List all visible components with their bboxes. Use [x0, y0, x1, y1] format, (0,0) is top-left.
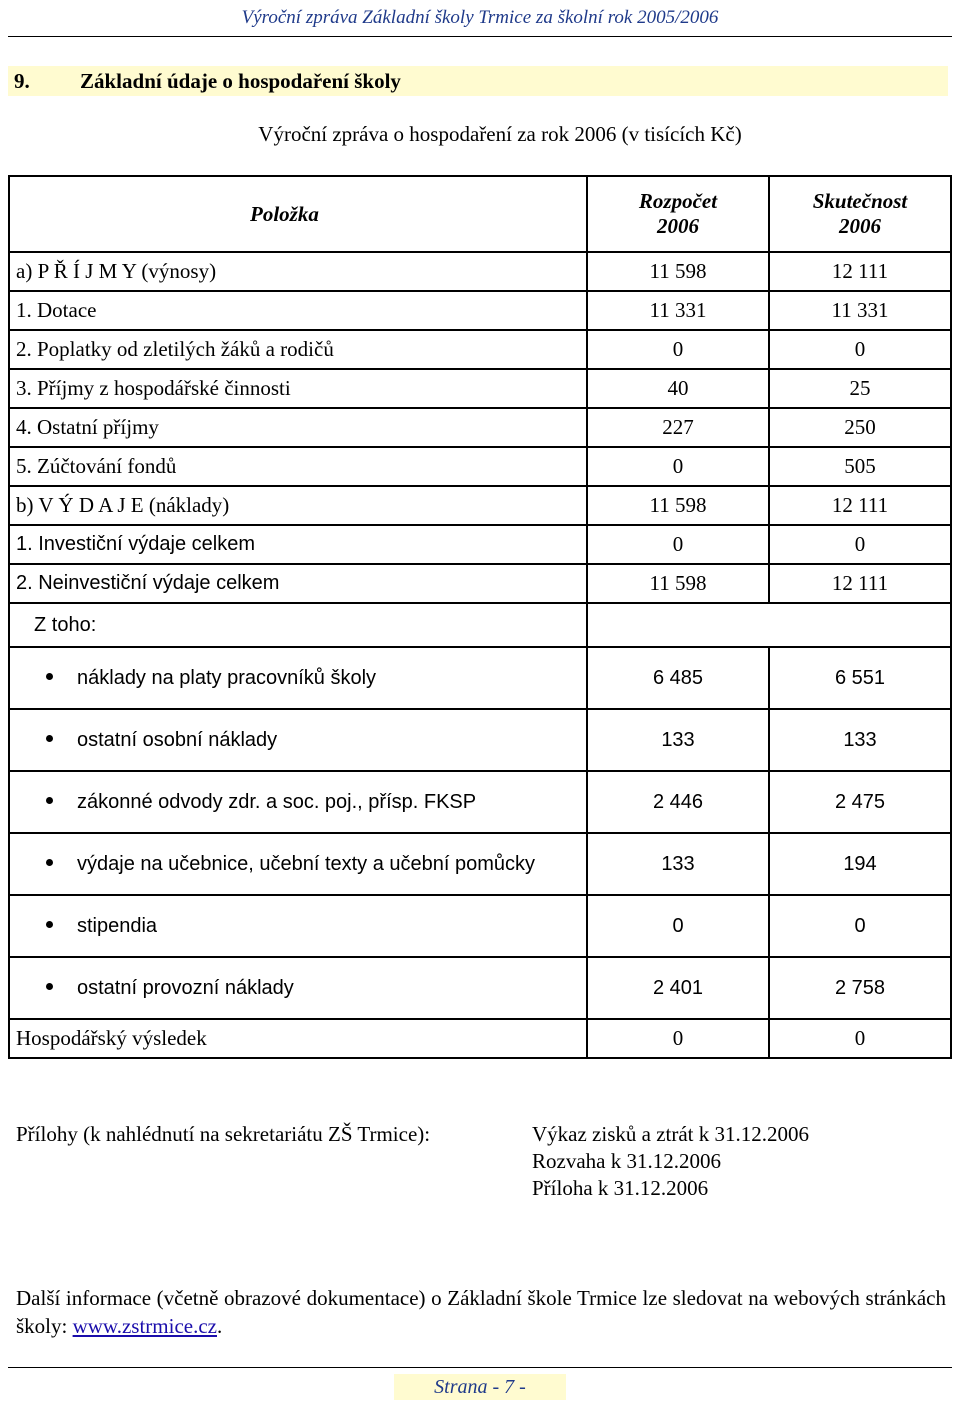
header-actual-line2: 2006: [839, 214, 881, 238]
result-actual: 0: [769, 1019, 951, 1058]
bullet-row-label-cell: [9, 709, 587, 771]
info-paragraph: [16, 1284, 946, 1340]
attachments-list: [532, 1121, 809, 1202]
header-divider: [8, 36, 952, 37]
website-link[interactable]: www.zstrmice.cz: [72, 1314, 217, 1338]
bullet-icon: [46, 921, 53, 928]
running-header: Výroční zpráva Základní školy Trmice za školní rok 2005/2006: [241, 7, 719, 28]
bullet-icon: [46, 673, 53, 680]
bullet-icon: [46, 797, 53, 804]
row-label: 2. Neinvestiční výdaje celkem: [9, 564, 587, 603]
bullet-label: výdaje na učebnice, učební texty a učební pomůcky: [77, 852, 536, 875]
row-budget: 11 598: [587, 486, 769, 525]
row-actual: 0: [769, 525, 951, 564]
row-budget: 6 485: [587, 647, 769, 709]
report-subtitle: Výroční zpráva o hospodaření za rok 2006 (v tisících Kč): [258, 122, 742, 146]
table-row: [9, 957, 951, 1019]
row-label: 4. Ostatní příjmy: [9, 408, 587, 447]
row-budget: 11 331: [587, 291, 769, 330]
info-text: Další informace (včetně obrazové dokumentace) o Základní škole Trmice lze sledovat na webových stránkách školy:: [16, 1286, 946, 1338]
header-item: Položka: [9, 176, 587, 252]
row-actual: 12 111: [769, 564, 951, 603]
table-row: [9, 647, 951, 709]
table-row: [9, 252, 951, 291]
row-budget: 133: [587, 709, 769, 771]
row-label: a) P Ř Í J M Y (výnosy): [9, 252, 587, 291]
row-actual: 250: [769, 408, 951, 447]
row-budget: 0: [587, 330, 769, 369]
row-budget: 0: [587, 895, 769, 957]
row-actual: 505: [769, 447, 951, 486]
row-actual: 2 758: [769, 957, 951, 1019]
header-budget-line2: 2006: [657, 214, 699, 238]
bullet-row-label-cell: [9, 771, 587, 833]
bullet-label: stipendia: [77, 914, 158, 937]
bullet-icon: [46, 859, 53, 866]
table-row: [9, 833, 951, 895]
bullet-label: ostatní osobní náklady: [77, 728, 278, 751]
table-row: [9, 525, 951, 564]
table-row: [9, 564, 951, 603]
page-footer: [0, 1376, 960, 1408]
z-toho-empty: [587, 603, 951, 647]
row-actual: 12 111: [769, 252, 951, 291]
row-label: 1. Dotace: [9, 291, 587, 330]
row-budget: 133: [587, 833, 769, 895]
bullet-label: ostatní provozní náklady: [77, 976, 294, 999]
attachment-item: Rozvaha k 31.12.2006: [532, 1149, 721, 1173]
footer-divider: [8, 1367, 952, 1368]
bullet-icon: [46, 983, 53, 990]
table-header-row: [9, 176, 951, 252]
table-row: [9, 291, 951, 330]
result-row: [9, 1019, 951, 1058]
table-row: [9, 447, 951, 486]
header-budget-line1: Rozpočet: [638, 189, 718, 213]
info-end: .: [217, 1314, 223, 1338]
row-budget: 2 401: [587, 957, 769, 1019]
row-budget: 11 598: [587, 252, 769, 291]
row-budget: 0: [587, 447, 769, 486]
finance-table: [8, 175, 952, 1059]
table-row: [9, 709, 951, 771]
row-actual: 2 475: [769, 771, 951, 833]
row-actual: 25: [769, 369, 951, 408]
bullet-icon: [46, 735, 53, 742]
table-row: [9, 330, 951, 369]
bullet-row-label-cell: [9, 647, 587, 709]
row-budget: 0: [587, 525, 769, 564]
row-budget: 227: [587, 408, 769, 447]
row-label: 5. Zúčtování fondů: [9, 447, 587, 486]
row-actual: 194: [769, 833, 951, 895]
bullet-row-label-cell: [9, 895, 587, 957]
row-label: 1. Investiční výdaje celkem: [9, 525, 587, 564]
table-row: [9, 895, 951, 957]
row-actual: 6 551: [769, 647, 951, 709]
attachment-item: Příloha k 31.12.2006: [532, 1176, 709, 1200]
row-label: 2. Poplatky od zletilých žáků a rodičů: [9, 330, 587, 369]
section-title: Základní údaje o hospodaření školy: [80, 69, 401, 93]
header-budget: [587, 176, 769, 252]
attachments-label: Přílohy (k nahlédnutí na sekretariátu ZŠ Trmice):: [16, 1122, 431, 1146]
z-toho-label: Z toho:: [9, 603, 587, 647]
bullet-label: zákonné odvody zdr. a soc. poj., přísp. FKSP: [77, 790, 477, 813]
section-number: 9.: [14, 69, 30, 93]
row-actual: 0: [769, 330, 951, 369]
header-actual: [769, 176, 951, 252]
table-row: [9, 408, 951, 447]
row-budget: 11 598: [587, 564, 769, 603]
row-budget: 40: [587, 369, 769, 408]
attachment-item: Výkaz zisků a ztrát k 31.12.2006: [532, 1122, 810, 1146]
section-heading: [8, 66, 948, 96]
row-label: 3. Příjmy z hospodářské činnosti: [9, 369, 587, 408]
table-row: [9, 603, 951, 647]
row-actual: 0: [769, 895, 951, 957]
table-row: [9, 486, 951, 525]
table-row: [9, 771, 951, 833]
header-actual-line1: Skutečnost: [812, 189, 908, 213]
row-actual: 12 111: [769, 486, 951, 525]
row-budget: 2 446: [587, 771, 769, 833]
result-budget: 0: [587, 1019, 769, 1058]
bullet-label: náklady na platy pracovníků školy: [77, 666, 377, 689]
result-label: Hospodářský výsledek: [9, 1019, 587, 1058]
row-actual: 11 331: [769, 291, 951, 330]
table-row: [9, 369, 951, 408]
bullet-row-label-cell: [9, 957, 587, 1019]
row-label: b) V Ý D A J E (náklady): [9, 486, 587, 525]
bullet-row-label-cell: [9, 833, 587, 895]
page-number: Strana - 7 -: [394, 1374, 566, 1400]
row-actual: 133: [769, 709, 951, 771]
